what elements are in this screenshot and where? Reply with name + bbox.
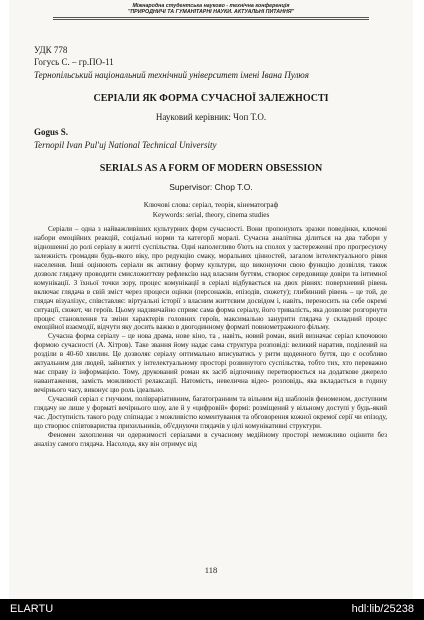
page-number: 118 <box>204 565 218 575</box>
keywords-en: Keywords: serial, theory, cinema studies <box>152 211 270 219</box>
supervisor-ua: Науковий керівник: Чоп Т.О. <box>155 112 267 122</box>
header-rule-thin <box>53 19 369 20</box>
title-en: SERIALS AS A FORM OF MODERN OBSESSION <box>99 163 323 174</box>
conference-header <box>9 0 413 16</box>
author-ua: Гогусь С. – гр.ПО-11 <box>34 57 114 67</box>
author-en: Gogus S. <box>34 127 69 137</box>
repository-footer <box>0 599 424 620</box>
paragraph: Сучасний серіал є гнучким, полівраріативним, багатогранним та вільним від шаблонів феноменом, доступним глядачу не лише у форматі вечірнього шоу, але й у «цифровій» формі: розміщений у вільному доступі у будь-який час. Доступність такого роду спіпнадає з можливістю коментування та обговорення кожної окремої серії чи епізоду, що створює співтовариства прихильників, об'єднуючи глядачів у цілі комунікативні структури. <box>34 395 387 430</box>
repository-name: ELARTU <box>10 603 54 615</box>
paragraph: Серіали – одна з найважливіших культурних форм сучасності. Вони пропонують зразки поведінки, ключові набори емоційних реакцій, соціальні норми та категорії моралі. Сучасна аналітика ділиться на два табори у відношенні до ролі серіалу в житті суспільства. Одні наполегливо б'ють на сполох у застереженні про прогресуючу залежність громадян будь-якого віку, про редукцію смаку, моральних цінностей, загалом інтелектуального рівня населення. Інші оцінюють серіали як активну форму культури, що виконуючи свою функцію дозвілля, також дозволє глядачу проводити смисложиттєву рефлексію над власним буттям, створює середовище довіри та інтимної комунікації. З їхньої точки зору, процес комунікації в серіалі відбувається на двох рівнях: поверхневий рівень включає глядача в свій зміст через процеси оцінки (персонажів, епізодів, сюжету); глибинний рівень – це той, де глядач візуалізує, співставляє: віртуальні історії з власним життєвим досвідом і, навіть, переносить на себе окремі ситуації, сюжет, чи героїв. Цьому надзвичайно сприяє сама форма серіалу, його тривалість, яка дозволяє розгорнути процес становлення та зміни характерів головних героїв, максимально занурити глядача у складний процес емоційної взаємодії, відчути яку досить важко в двогодинному форматі повнометражного фільму. <box>34 225 387 332</box>
title-ua: СЕРІАЛИ ЯК ФОРМА СУЧАСНОЇ ЗАЛЕЖНОСТІ <box>93 93 329 104</box>
document-page <box>9 0 413 599</box>
udk-code: УДК 778 <box>34 45 68 55</box>
paragraph: Феномен захоплення чи одержимості серіалами в сучасному медійному просторі неможливо оцінити без аналізу самого глядача. Насолода, яку він отримує від <box>34 430 387 448</box>
article-body <box>34 225 387 449</box>
header-rule <box>53 17 369 18</box>
keywords-ua: Ключові слова: серіал, теорія, кінематограф <box>143 201 279 209</box>
paragraph: Сучасна форма серіалу – це нова драма, нове кіно, та , навіть, новий роман, який визначає серіал ключовою формою сучасності (А. Хітров). Таке звання йому надає сама структура розповіді: великий наратив, поділений на розділи в 40-60 хвилин. Це дозволяє серіалу оптимально вписуватись у ритм щоденного буття, що є особливо актуальним для людей, зайнятих у інтелектуальному просторі розвинутого суспільства, тобто тих, хто переважно має справу із інформацією. Тому, друкований роман як засіб відпочинку перетворюється на додаткове джерело навантаження, замість можливості релаксації. Натомість, невелична відео- розповідь, яка вкладається в годину вечірнього часу, виконує цю роль ідеально. <box>34 332 387 395</box>
affiliation-ua: Тернопільський національний технічний університет імені Івана Пулюя <box>34 70 309 80</box>
conference-line-2: "ПРИРОДНИЧІ ТА ГУМАНІТАРНІ НАУКИ. АКТУАЛЬНІ ПИТАННЯ" <box>127 9 295 16</box>
handle-link[interactable]: hdl:lib/25238 <box>351 603 414 615</box>
affiliation-en: Ternopil Ivan Pul'uj National Technical University <box>34 140 217 150</box>
conference-line-1: Міжнародна студентська науково - технічна конференція <box>132 3 290 9</box>
supervisor-en: Supervisor: Chop T.O. <box>169 182 253 192</box>
